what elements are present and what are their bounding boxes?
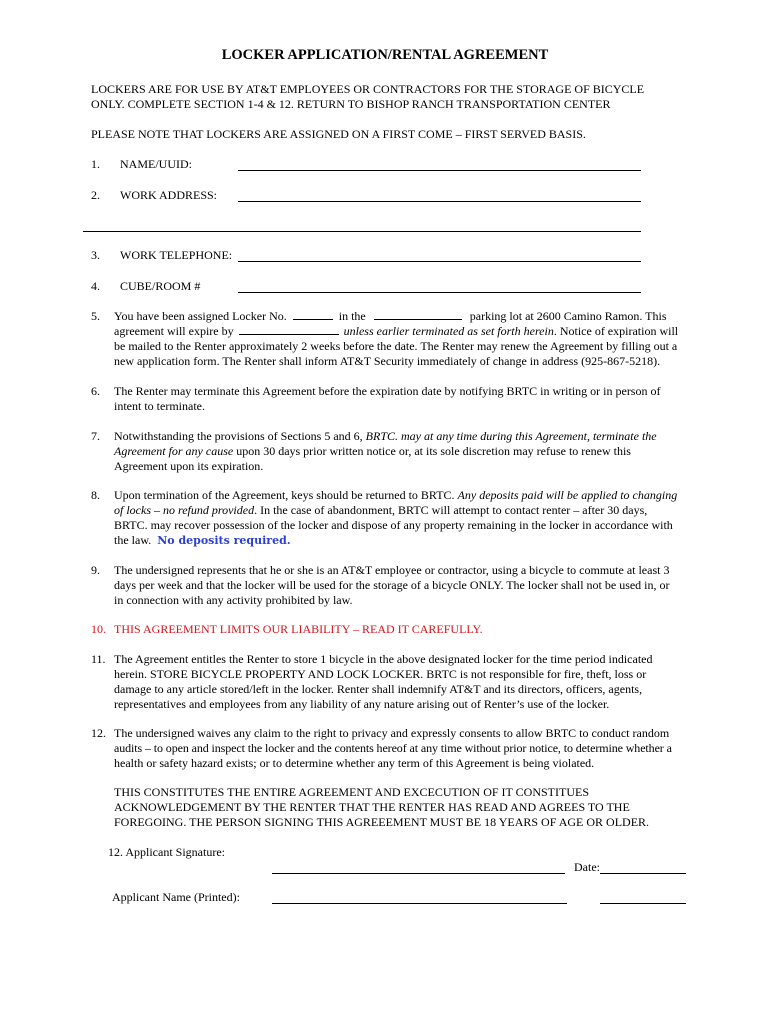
section-5-line-4: new application form. The Renter shall inform AT&T Security immediately of change in address (925-867-5218). <box>114 354 661 368</box>
no-deposits-note: No deposits required. <box>157 534 291 547</box>
section-7-line-3: Agreement upon its expiration. <box>114 459 264 473</box>
page-title: LOCKER APPLICATION/RENTAL AGREEMENT <box>221 47 549 63</box>
intro-line-2: ONLY. COMPLETE SECTION 1-4 & 12. RETURN TO BISHOP RANCH TRANSPORTATION CENTER <box>91 97 611 111</box>
section-8-part-c: of locks – no refund provided <box>114 503 255 517</box>
section-5-part-d: agreement will expire by <box>114 324 234 338</box>
section-8-part-d: . In the case of abandonment, BRTC will attempt to contact renter – after 30 days, <box>254 503 648 517</box>
section-8-number: 8. <box>91 488 100 502</box>
section-8-line-3: BRTC. may recover possession of the locker and dispose of any property remaining in the locker in accordance with <box>114 518 673 532</box>
cube-room-field[interactable] <box>238 292 641 293</box>
section-5-part-b: in the <box>338 309 366 323</box>
field-3-number: 3. <box>91 248 100 262</box>
section-7-part-b: BRTC. may at any time during this Agreement, terminate the <box>365 429 657 443</box>
work-address-field[interactable] <box>238 201 641 202</box>
section-8-text <box>114 488 714 548</box>
section-12-line-1: The undersigned waives any claim to the right to privacy and expressly consents to allow BRTC to conduct random <box>114 726 670 740</box>
intro-text <box>91 82 711 112</box>
locker-number-field[interactable] <box>293 309 333 320</box>
section-9-line-2: days per week and that the locker will be used for the storage of a bicycle ONLY. The locker shall not be used in, or <box>114 578 670 592</box>
expiration-date-field[interactable] <box>239 324 339 335</box>
intro-line-1: LOCKERS ARE FOR USE BY AT&T EMPLOYEES OR CONTRACTORS FOR THE STORAGE OF BICYCLE <box>91 82 645 96</box>
liability-warning: THIS AGREEMENT LIMITS OUR LIABILITY – READ IT CAREFULLY. <box>114 622 483 636</box>
section-6-line-2: intent to terminate. <box>114 399 205 413</box>
section-7-text <box>114 429 714 474</box>
field-1-number: 1. <box>91 157 100 171</box>
date-field[interactable] <box>600 873 686 874</box>
section-5-text <box>114 309 714 369</box>
section-7-part-d: upon 30 days prior written notice or, at its sole discretion may refuse to renew this <box>233 444 631 458</box>
work-address-label: WORK ADDRESS: <box>120 188 218 202</box>
work-telephone-label: WORK TELEPHONE: <box>120 248 233 262</box>
section-11-line-2: herein. STORE BICYCLE PROPERTY AND LOCK LOCKER. BRTC is not responsible for fire, theft, loss or <box>114 667 647 681</box>
section-5-number: 5. <box>91 309 100 323</box>
section-8-part-a: Upon termination of the Agreement, keys should be returned to BRTC. <box>114 488 458 502</box>
section-12-line-2: audits – to open and inspect the locker and the contents hereof at any time without prior notice, to determine whether a <box>114 741 672 755</box>
date-label: Date: <box>574 860 600 874</box>
section-8-part-f: the law. <box>114 533 158 547</box>
field-4-number: 4. <box>91 279 100 293</box>
section-5-part-f: . Notice of expiration will <box>553 324 679 338</box>
cube-room-label: CUBE/ROOM # <box>120 279 201 293</box>
section-6-number: 6. <box>91 384 100 398</box>
section-6-line-1: The Renter may terminate this Agreement before the expiration date by notifying BRTC in writing or in person of <box>114 384 661 398</box>
closing-statement <box>114 785 714 830</box>
signature-field[interactable] <box>272 873 565 874</box>
section-9-number: 9. <box>91 563 100 577</box>
closing-line-3: FOREGOING. THE PERSON SIGNING THIS AGREEEMENT MUST BE 18 YEARS OF AGE OR OLDER. <box>114 815 650 829</box>
section-10-number: 10. <box>91 622 106 636</box>
section-9-line-3: in connection with any activity prohibited by law. <box>114 593 353 607</box>
closing-line-2: ACKNOWLEDGEMENT BY THE RENTER THAT THE RENTER HAS READ AND AGREES TO THE <box>114 800 630 814</box>
signature-label: 12. Applicant Signature: <box>108 845 225 859</box>
work-address-field-line-2[interactable] <box>83 231 641 232</box>
section-12-line-3: health or safety hazard exists; or to determine whether any term of this Agreement is being violated. <box>114 756 595 770</box>
printed-date-field[interactable] <box>600 903 686 904</box>
section-6-text <box>114 384 714 414</box>
section-11-line-1: The Agreement entitles the Renter to store 1 bicycle in the above designated locker for the time period indicated <box>114 652 653 666</box>
section-9-text <box>114 563 714 608</box>
parking-lot-field[interactable] <box>374 309 462 320</box>
work-telephone-field[interactable] <box>238 261 641 262</box>
section-5-part-e: unless earlier terminated as set forth herein <box>343 324 554 338</box>
section-7-number: 7. <box>91 429 100 443</box>
section-9-line-1: The undersigned represents that he or she is an AT&T employee or contractor, using a bicycle to commute at least 3 <box>114 563 670 577</box>
section-11-line-4: representatives and employees from any liability of any nature arising out of Renter’s use of the locker. <box>114 697 610 711</box>
section-5-line-3: be mailed to the Renter approximately 2 weeks before the date. The Renter may renew the Agreement by filling out a <box>114 339 678 353</box>
section-5-part-c: parking lot at 2600 Camino Ramon. This <box>469 309 667 323</box>
section-12-text <box>114 726 714 771</box>
printed-name-field[interactable] <box>272 903 567 904</box>
section-11-line-3: damage to any article stored/left in the locker. Renter shall indemnify AT&T and its directors, officers, agents, <box>114 682 643 696</box>
section-8-part-b: Any deposits paid will be applied to changing <box>457 488 678 502</box>
section-7-part-a: Notwithstanding the provisions of Sections 5 and 6, <box>114 429 366 443</box>
section-12-number: 12. <box>91 726 106 740</box>
name-uuid-field[interactable] <box>238 170 641 171</box>
field-2-number: 2. <box>91 188 100 202</box>
section-7-part-c: Agreement for any cause <box>114 444 234 458</box>
name-uuid-label: NAME/UUID: <box>120 157 192 171</box>
section-11-number: 11. <box>91 652 106 666</box>
intro-note: PLEASE NOTE THAT LOCKERS ARE ASSIGNED ON A FIRST COME – FIRST SERVED BASIS. <box>91 127 586 141</box>
printed-name-label: Applicant Name (Printed): <box>112 890 240 904</box>
section-11-text <box>114 652 714 712</box>
closing-line-1: THIS CONSTITUTES THE ENTIRE AGREEMENT AND EXCECUTION OF IT CONSTITUES <box>114 785 589 799</box>
section-5-part-a: You have been assigned Locker No. <box>114 309 287 323</box>
